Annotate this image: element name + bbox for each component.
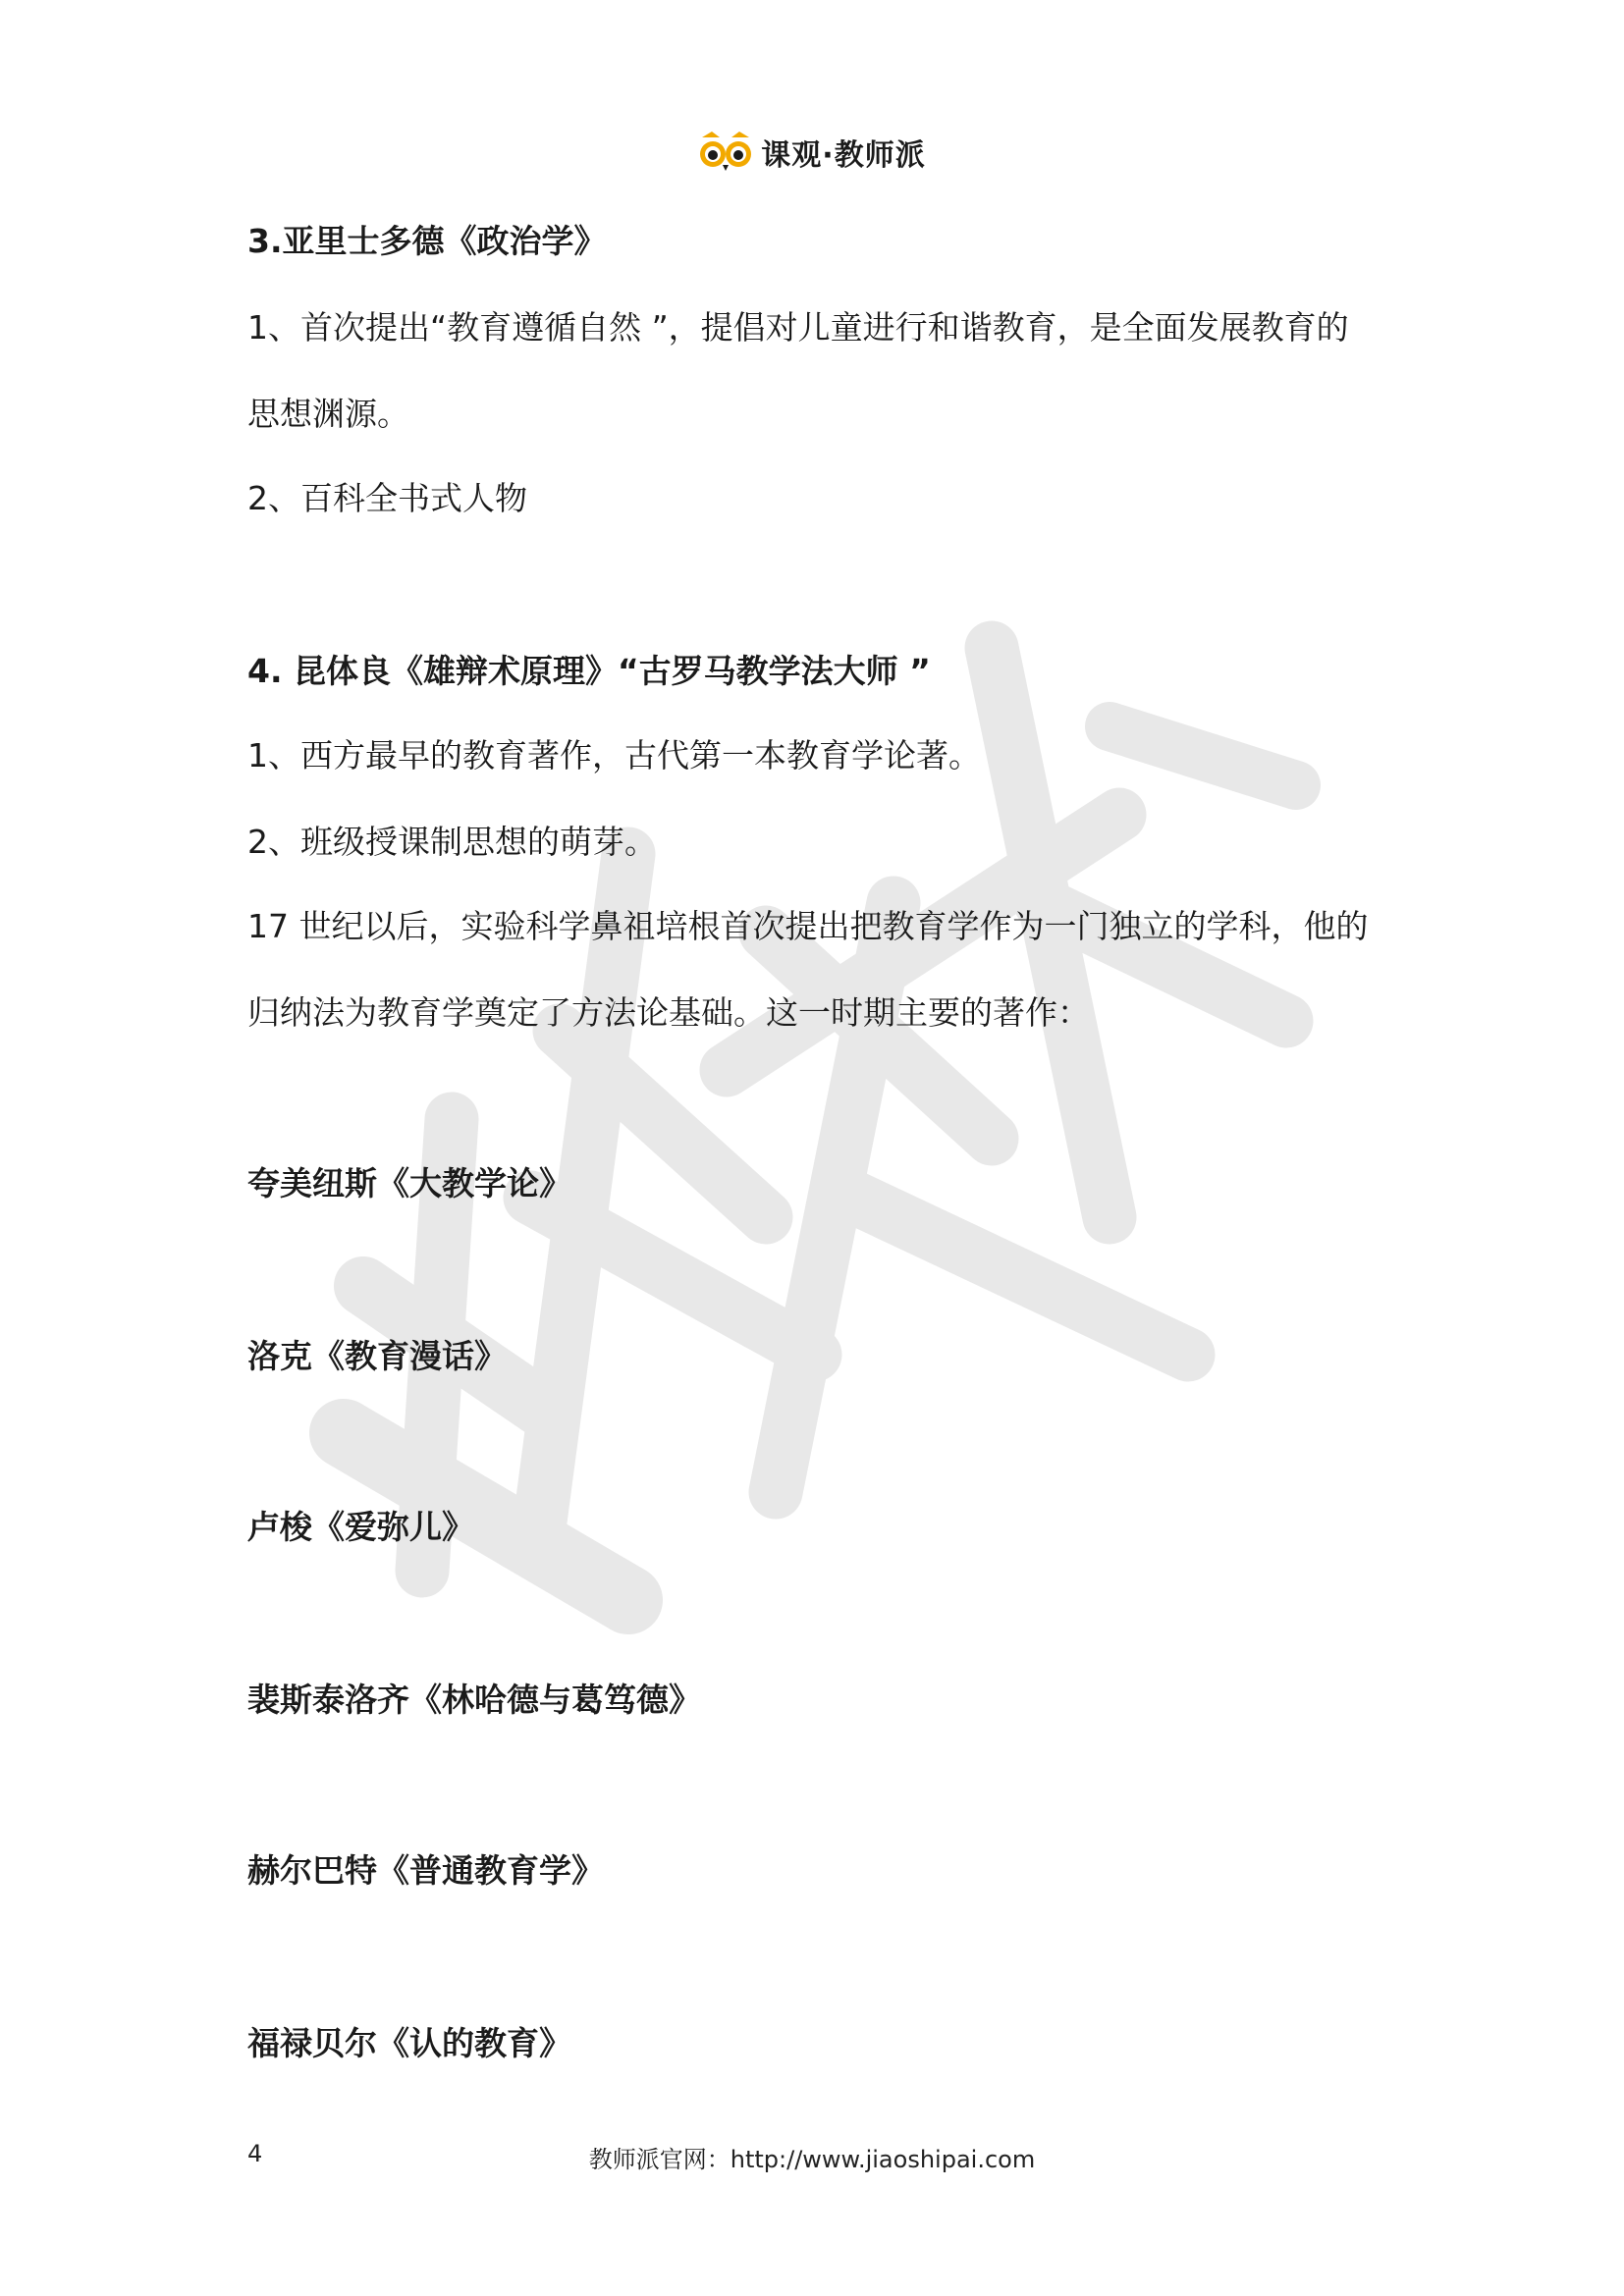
section-4-title: 4. 昆体良《雄辩术原理》“古罗马教学法大师 ”: [247, 652, 931, 690]
paragraph-line-1: 17 世纪以后，实验科学鼻祖培根首次提出把教育学作为一门独立的学科，他的: [247, 907, 1369, 945]
section-3-item-1-line-2: 思想渊源。: [247, 395, 409, 433]
section-3-item-1-line-1: 1、首次提出“教育遵循自然 ”，提倡对儿童进行和谐教育，是全面发展教育的: [247, 308, 1349, 347]
brand-name: 课观·教师派: [761, 138, 926, 173]
footer-website: 教师派官网：http://www.jiaoshipai.com: [588, 2146, 1036, 2173]
work-item: 卢梭《爱弥儿》: [247, 1508, 474, 1546]
section-4-item-2: 2、班级授课制思想的萌芽。: [247, 823, 657, 861]
work-item: 赫尔巴特《普通教育学》: [247, 1851, 604, 1890]
page-number: 4: [247, 2140, 263, 2167]
work-item: 裴斯泰洛齐《林哈德与葛笃德》: [247, 1681, 701, 1719]
work-item: 洛克《教育漫话》: [247, 1337, 507, 1375]
paragraph-line-2: 归纳法为教育学奠定了方法论基础。这一时期主要的著作：: [247, 993, 1090, 1032]
work-item: 夸美纽斯《大教学论》: [247, 1164, 571, 1202]
section-4-item-1: 1、西方最早的教育著作，古代第一本教育学论著。: [247, 736, 981, 774]
work-item: 福禄贝尔《认的教育》: [247, 2024, 571, 2062]
owl-eyes-logo-icon: [698, 130, 753, 175]
section-3-title: 3.亚里士多德《政治学》: [247, 222, 607, 260]
page-header: [0, 130, 1624, 175]
section-3-item-2: 2、百科全书式人物: [247, 479, 527, 517]
